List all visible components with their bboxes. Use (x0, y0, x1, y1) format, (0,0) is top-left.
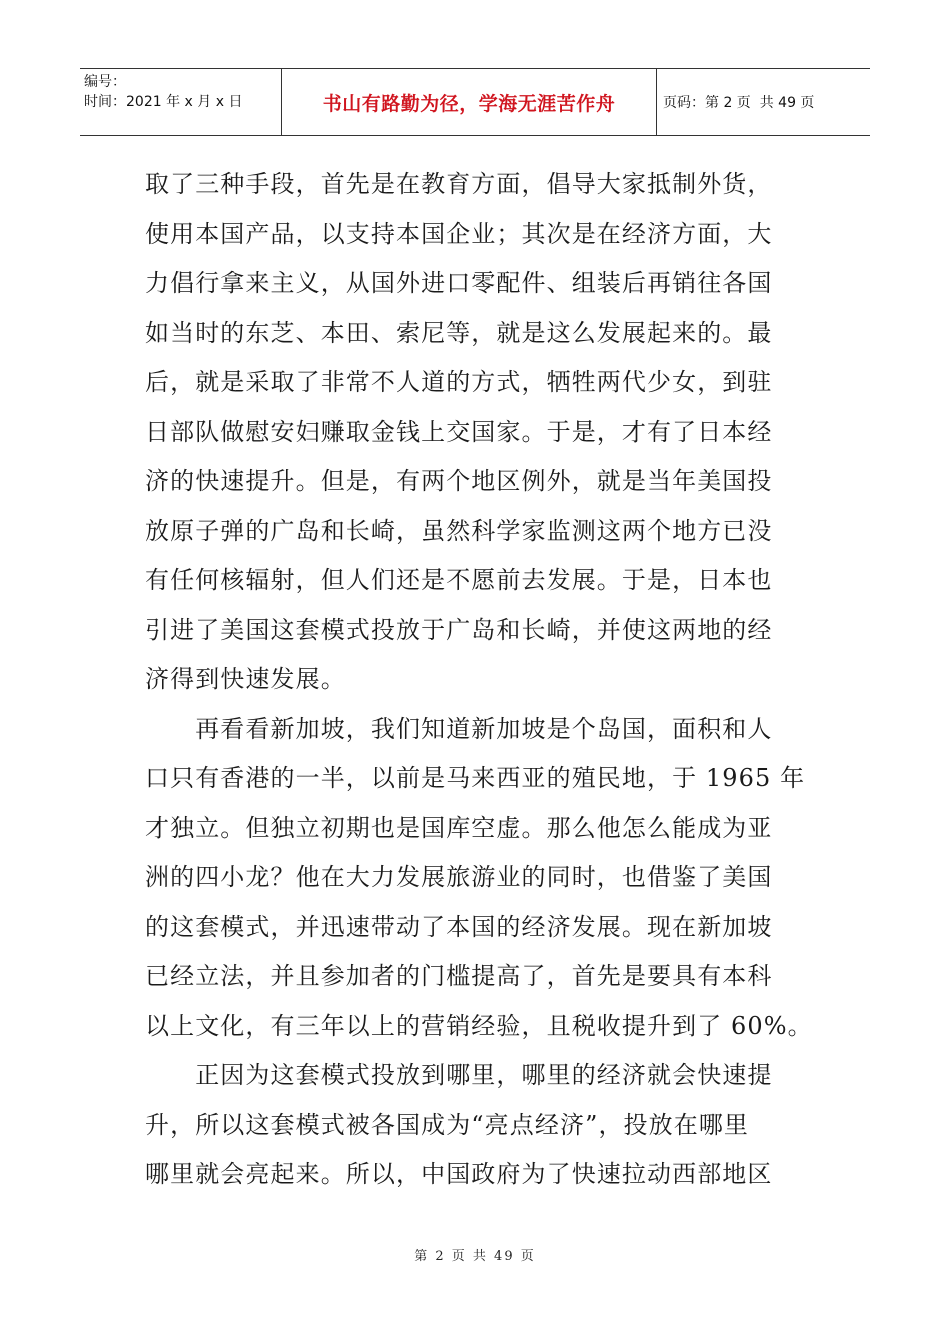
text-line: 口只有香港的一半，以前是马来西亚的殖民地，于 1965 年 (145, 764, 806, 792)
text-line: 引进了美国这套模式投放于广岛和长崎，并使这两地的经 (145, 615, 773, 644)
text-line: 力倡行拿来主义，从国外进口零配件、组装后再销往各国 (145, 269, 773, 297)
text-line: 济得到快速发展。 (145, 665, 346, 693)
text-line: 正因为这套模式投放到哪里，哪里的经济就会快速提 (145, 1061, 773, 1089)
page-header (80, 68, 870, 136)
text-line: 取了三种手段，首先是在教育方面，倡导大家抵制外货， (145, 170, 773, 198)
text-line: 升，所以这套模式被各国成为“亮点经济”，投放在哪里 (145, 1110, 750, 1139)
text-line: 济的快速提升。但是，有两个地区例外，就是当年美国投 (145, 467, 773, 495)
body-text (145, 160, 813, 1200)
header-motto: 书山有路勤为径，学海无涯苦作舟 (282, 69, 657, 135)
text-line: 才独立。但独立初期也是国库空虚。那么他怎么能成为亚 (145, 813, 773, 842)
text-line: 哪里就会亮起来。所以，中国政府为了快速拉动西部地区 (145, 1160, 773, 1188)
text-line: 有任何核辐射，但人们还是不愿前去发展。于是，日本也 (145, 566, 773, 594)
text-line: 以上文化，有三年以上的营销经验，且税收提升到了 60%。 (145, 1011, 813, 1040)
text-line: 再看看新加坡，我们知道新加坡是个岛国，面积和人 (145, 714, 773, 743)
text-line: 洲的四小龙？他在大力发展旅游业的同时，也借鉴了美国 (145, 863, 773, 891)
header-page-info (657, 69, 870, 135)
page-footer: 第 2 页 共 49 页 (414, 1249, 536, 1264)
text-line: 后，就是采取了非常不人道的方式，牺牲两代少女，到驻 (145, 368, 773, 396)
text-line: 放原子弹的广岛和长崎，虽然科学家监测这两个地方已没 (145, 516, 773, 545)
text-line: 的这套模式，并迅速带动了本国的经济发展。现在新加坡 (145, 912, 773, 941)
date-label: 时间：2021 年 x 月 x 日 (84, 94, 243, 110)
text-line: 如当时的东芝、本田、索尼等，就是这么发展起来的。最 (145, 318, 773, 347)
text-line: 使用本国产品，以支持本国企业；其次是在经济方面，大 (145, 219, 773, 248)
body-paragraph (145, 160, 813, 1200)
text-line: 已经立法，并且参加者的门槛提高了，首先是要具有本科 (145, 962, 773, 990)
page-info-text: 页码：第 2 页 共 49 页 (663, 95, 815, 111)
text-line: 日部队做慰安妇赚取金钱上交国家。于是，才有了日本经 (145, 417, 773, 446)
doc-number-label: 编号： (84, 74, 126, 90)
header-meta (80, 69, 282, 135)
